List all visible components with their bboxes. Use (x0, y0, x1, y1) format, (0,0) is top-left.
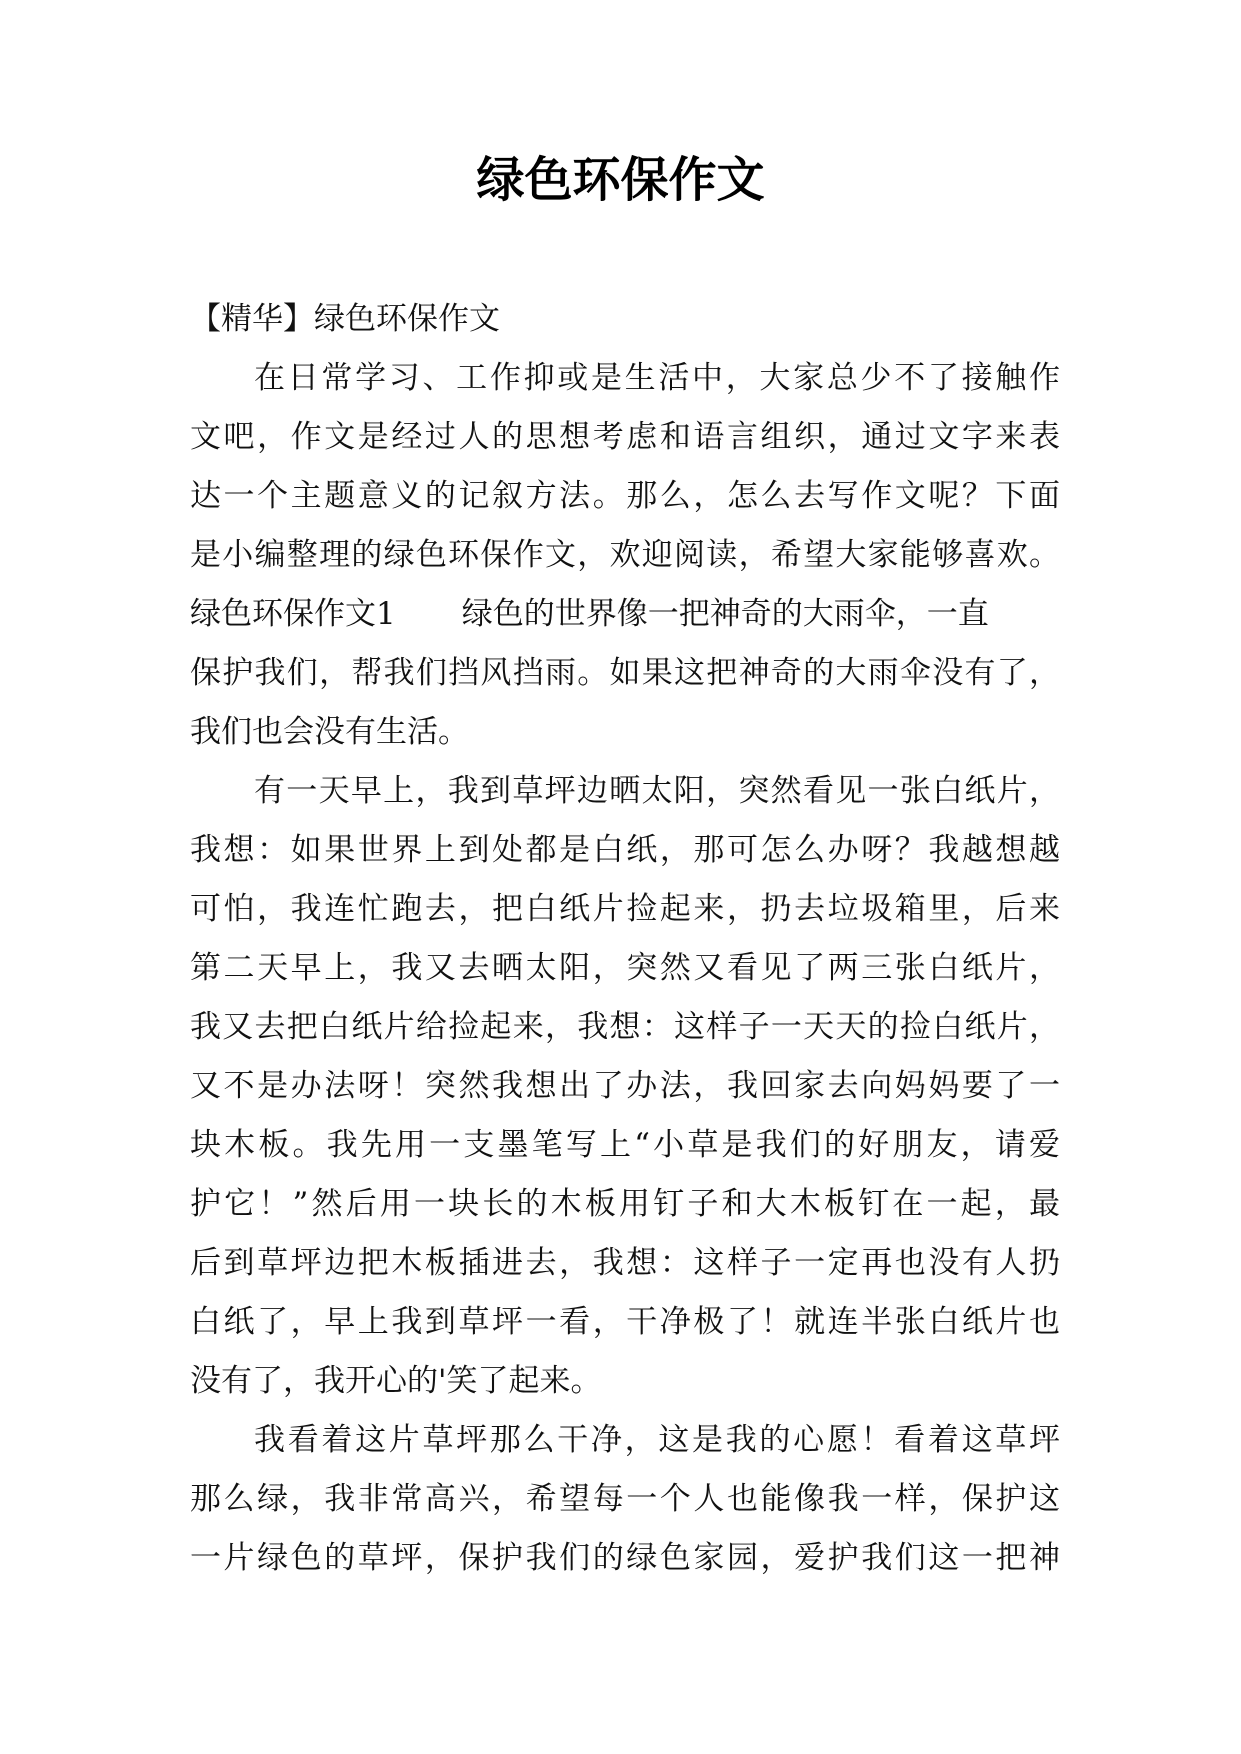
document-body (190, 290, 1060, 1588)
p2-line-3: 可怕，我连忙跑去，把白纸片捡起来，扔去垃圾箱里，后来 (190, 891, 1060, 927)
p2-line-4: 第二天早上，我又去晒太阳，突然又看见了两三张白纸片， (190, 950, 1060, 986)
intro-line-3: 达一个主题意义的记叙方法。那么，怎么去写作文呢？下面 (190, 478, 1060, 514)
document-subtitle: 【精华】绿色环保作文 (190, 301, 500, 337)
essay-heading: 绿色环保作文1 (190, 596, 396, 632)
p1-line-2: 我们也会没有生活。 (190, 714, 469, 750)
intro-line-2: 文吧，作文是经过人的思想考虑和语言组织，通过文字来表 (190, 419, 1060, 455)
p2-line-1: 有一天早上，我到草坪边晒太阳，突然看见一张白纸片， (254, 773, 1060, 809)
p1-line-1: 保护我们，帮我们挡风挡雨。如果这把神奇的大雨伞没有了， (190, 655, 1060, 691)
document-title: 绿色环保作文 (476, 152, 765, 208)
p3-line-3: 一片绿色的草坪，保护我们的绿色家园，爱护我们这一把神 (190, 1540, 1060, 1576)
intro-line-1: 在日常学习、工作抑或是生活中，大家总少不了接触作 (254, 360, 1060, 396)
essay-first-line-text: 绿色的世界像一把神奇的大雨伞，一直 (461, 596, 989, 632)
p3-line-1: 我看着这片草坪那么干净，这是我的心愿！看着这草坪 (254, 1422, 1060, 1458)
p2-line-10: 白纸了，早上我到草坪一看，干净极了！就连半张白纸片也 (190, 1304, 1060, 1340)
p2-line-11: 没有了，我开心的'笑了起来。 (190, 1363, 602, 1399)
p2-line-8: 护它！”然后用一块长的木板用钉子和大木板钉在一起，最 (190, 1186, 1060, 1222)
essay-first-line (190, 585, 1060, 644)
p2-line-7: 块木板。我先用一支墨笔写上“小草是我们的好朋友，请爱 (190, 1127, 1060, 1163)
p3-line-2: 那么绿，我非常高兴，希望每一个人也能像我一样，保护这 (190, 1481, 1060, 1517)
p2-line-2: 我想：如果世界上到处都是白纸，那可怎么办呀？我越想越 (190, 832, 1060, 868)
intro-line-4: 是小编整理的绿色环保作文，欢迎阅读，希望大家能够喜欢。 (190, 537, 1060, 573)
p2-line-6: 又不是办法呀！突然我想出了办法，我回家去向妈妈要了一 (190, 1068, 1060, 1104)
p2-line-5: 我又去把白纸片给捡起来，我想：这样子一天天的捡白纸片， (190, 1009, 1060, 1045)
p2-line-9: 后到草坪边把木板插进去，我想：这样子一定再也没有人扔 (190, 1245, 1060, 1281)
